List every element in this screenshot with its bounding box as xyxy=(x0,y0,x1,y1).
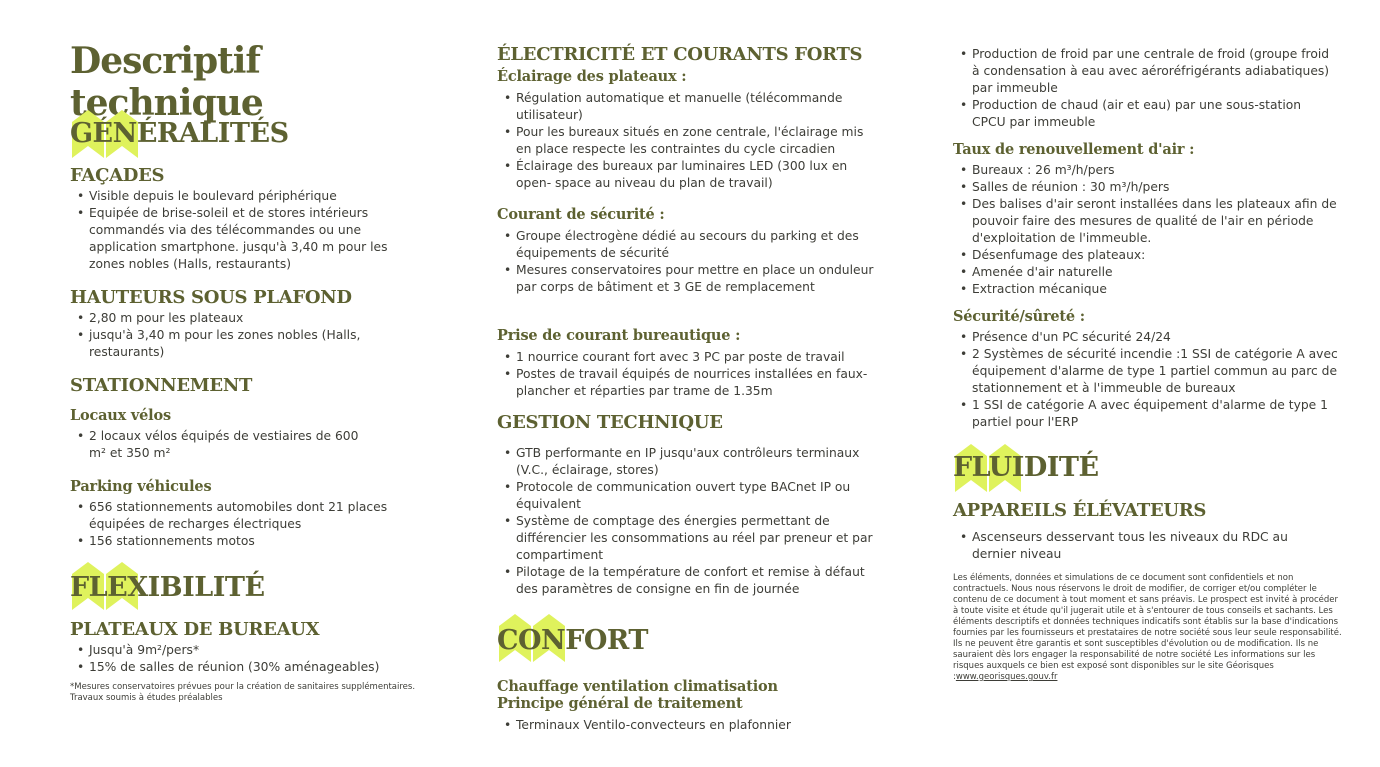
velos-list xyxy=(70,428,360,462)
parking-list xyxy=(70,499,415,550)
list-item: • Salles de réunion : 30 m³/h/pers xyxy=(953,179,1343,196)
list-item: • Groupe électrogène dédié au secours du parking et des équipements de sécurité xyxy=(497,228,882,262)
list-item: • jusqu'à 3,40 m pour les zones nobles (Halls, restaurants) xyxy=(70,327,390,361)
list-item: • Désenfumage des plateaux: xyxy=(953,247,1343,264)
list-item: • Présence d'un PC sécurité 24/24 xyxy=(953,329,1343,346)
subheading-prise-courant: Prise de courant bureautique : xyxy=(497,327,741,344)
renouvellement-list xyxy=(953,162,1343,298)
list-item: • Amenée d'air naturelle xyxy=(953,264,1343,281)
gestion-list xyxy=(497,445,882,598)
list-item: • Production de froid par une centrale de froid (groupe froid à condensation à eau avec aéroréfrigérants adiabatiques) par immeuble xyxy=(953,46,1338,97)
list-item: • 1 SSI de catégorie A avec équipement d'alarme de type 1 partiel pour l'ERP xyxy=(953,397,1343,431)
list-item: • Éclairage des bureaux par luminaires LED (300 lux en open- space au niveau du plan de travail) xyxy=(497,158,882,192)
list-item: • Bureaux : 26 m³/h/pers xyxy=(953,162,1343,179)
plateaux-list xyxy=(70,642,415,676)
georisques-link[interactable]: www.georisques.gouv.fr xyxy=(955,672,1058,682)
list-item: • GTB performante en IP jusqu'aux contrôleurs terminaux (V.C., éclairage, stores) xyxy=(497,445,882,479)
subheading-plateaux: PLATEAUX DE BUREAUX xyxy=(70,619,320,640)
facades-list xyxy=(70,188,415,273)
list-item: • 15% de salles de réunion (30% aménageables) xyxy=(70,659,415,676)
eclairage-list xyxy=(497,90,882,192)
list-item: • 156 stationnements motos xyxy=(70,533,415,550)
list-item: • Pour les bureaux situés en zone centrale, l'éclairage mis en place respecte les contraintes du cycle circadien xyxy=(497,124,882,158)
section-heading-electricite: ÉLECTRICITÉ ET COURANTS FORTS xyxy=(497,44,863,65)
list-item: • Pilotage de la température de confort et remise à défaut des paramètres de consigne en fin de journée xyxy=(497,564,882,598)
section-heading-confort: CONFORT xyxy=(497,625,648,656)
list-item: • Equipée de brise-soleil et de stores intérieurs commandés via des télécommandes ou une application smartphone. jusqu'à 3,40 m pour les zones nobles (Halls, restaurants) xyxy=(70,205,415,273)
subheading-appareils: APPAREILS ÉLÉVATEURS xyxy=(953,500,1207,521)
section-heading-flexibilite: FLEXIBILITÉ xyxy=(70,572,265,603)
list-item: • Ascenseurs desservant tous les niveaux du RDC au dernier niveau xyxy=(953,529,1333,563)
subheading-eclairage: Éclairage des plateaux : xyxy=(497,68,687,85)
subheading-securite-surete: Sécurité/sûreté : xyxy=(953,308,1085,325)
list-item: • Jusqu'à 9m²/pers* xyxy=(70,642,415,659)
securite-list xyxy=(497,228,882,296)
subheading-courant-securite: Courant de sécurité : xyxy=(497,206,665,223)
subheading-stationnement: STATIONNEMENT xyxy=(70,375,253,396)
list-item: • Protocole de communication ouvert type BACnet IP ou équivalent xyxy=(497,479,882,513)
subheading-chauffage: Chauffage ventilation climatisation xyxy=(497,678,778,695)
prise-list xyxy=(497,349,887,400)
list-item: • 2,80 m pour les plateaux xyxy=(70,310,390,327)
footnote: *Mesures conservatoires prévues pour la création de sanitaires supplémentaires. Travaux soumis à études préalables xyxy=(70,682,416,703)
list-item: • Terminaux Ventilo-convecteurs en plafonnier xyxy=(497,717,882,734)
confort-list xyxy=(497,717,882,734)
disclaimer-text: Les éléments, données et simulations de ce document sont confidentiels et non contractuels. Nous nous réservons le droit de modifier, de corriger et/ou compléter le contenu de ce document à tout moment et sans préavis. Le prospect est invité à procéder à toute visite et étude qu'il jugerait utile et à s'entourer de tous conseils et sachants. Les éléments descriptifs et données techniques indicatifs sont établis sur la base d'indications fournies par les fournisseurs et prestataires de notre société sous leur seule responsabilité. Ils ne peuvent être garantis et sont susceptibles d'évolution ou de modification. Ils ne sauraient dès lors engager la responsabilité de notre société Les informations sur les risques auxquels ce bien est exposé sont disponibles sur le site Géorisques : xyxy=(953,573,1342,682)
subheading-locaux-velos: Locaux vélos xyxy=(70,407,171,424)
list-item: • Mesures conservatoires pour mettre en place un onduleur par corps de bâtiment et 3 GE de remplacement xyxy=(497,262,882,296)
list-item: • Visible depuis le boulevard périphérique xyxy=(70,188,415,205)
list-item: • 2 locaux vélos équipés de vestiaires de 600 m² et 350 m² xyxy=(70,428,360,462)
production-list xyxy=(953,46,1338,131)
list-item: • Postes de travail équipés de nourrices installées en faux-plancher et réparties par trame de 1.35m xyxy=(497,366,887,400)
disclaimer xyxy=(953,573,1345,683)
section-heading-fluidite: FLUIDITÉ xyxy=(953,452,1099,483)
page-title: Descriptif technique xyxy=(70,40,263,124)
list-item: • Régulation automatique et manuelle (télécommande utilisateur) xyxy=(497,90,882,124)
list-item: • 656 stationnements automobiles dont 21 places équipées de recharges électriques xyxy=(70,499,415,533)
surete-list xyxy=(953,329,1343,431)
list-item: • Extraction mécanique xyxy=(953,281,1343,298)
subheading-hauteurs: HAUTEURS SOUS PLAFOND xyxy=(70,287,352,308)
section-heading-gestion: GESTION TECHNIQUE xyxy=(497,412,723,433)
subheading-facades: FAÇADES xyxy=(70,165,165,186)
list-item: • 1 nourrice courant fort avec 3 PC par poste de travail xyxy=(497,349,887,366)
list-item: • Système de comptage des énergies permettant de différencier les consommations au réel par preneur et par compartiment xyxy=(497,513,882,564)
subheading-principe: Principe général de traitement xyxy=(497,695,743,712)
appareils-list xyxy=(953,529,1333,563)
subheading-renouvellement: Taux de renouvellement d'air : xyxy=(953,141,1195,158)
hauteurs-list xyxy=(70,310,390,361)
subheading-parking: Parking véhicules xyxy=(70,478,212,495)
list-item: • 2 Systèmes de sécurité incendie :1 SSI de catégorie A avec équipement d'alarme de type 1 partiel commun au parc de stationnement et à l'immeuble de bureaux xyxy=(953,346,1343,397)
list-item: • Des balises d'air seront installées dans les plateaux afin de pouvoir faire des mesures de qualité de l'air en période d'exploitation de l'immeuble. xyxy=(953,196,1343,247)
section-heading-generalites: GÉNÉRALITÉS xyxy=(70,118,289,149)
list-item: • Production de chaud (air et eau) par une sous-station CPCU par immeuble xyxy=(953,97,1338,131)
